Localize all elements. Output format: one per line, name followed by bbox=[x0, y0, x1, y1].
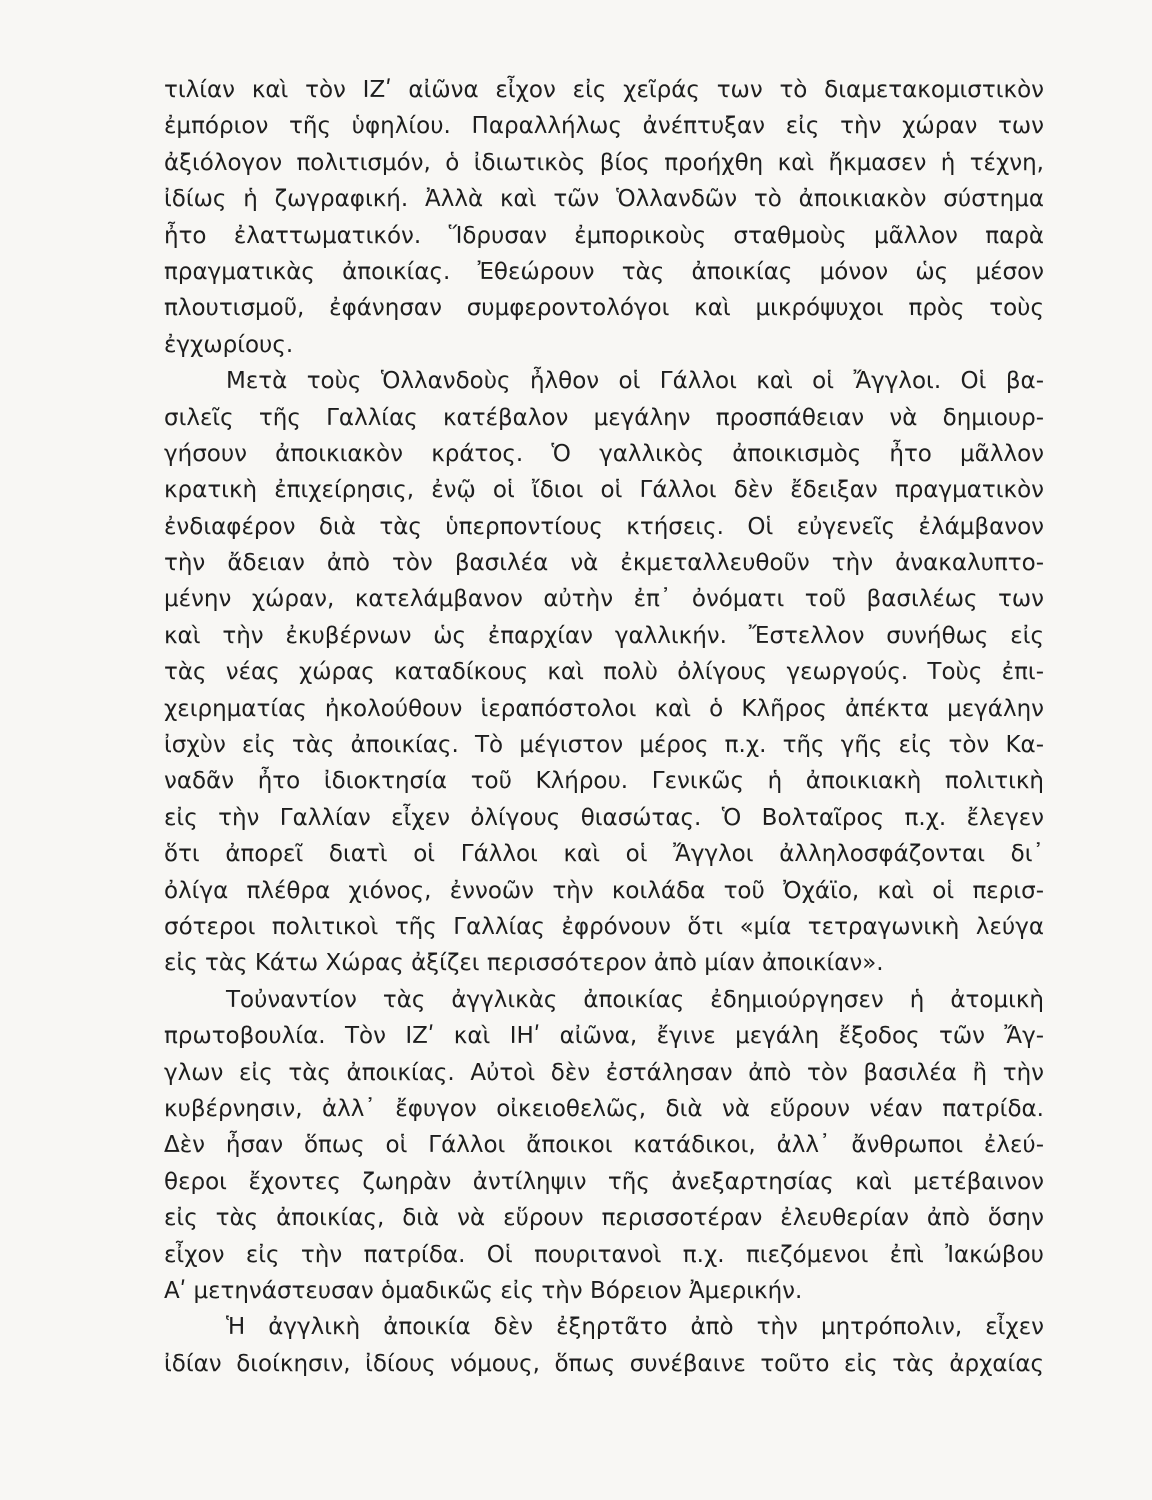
text-line: καὶ τὴν ἐκυβέρνων ὡς ἐπαρχίαν γαλλικήν. Ἔστελλον συνήθως εἰς bbox=[164, 622, 1044, 649]
text-line: κρατικὴ ἐπιχείρησις, ἐνῷ οἱ ἴδιοι οἱ Γάλλοι δὲν ἔδειξαν πραγματικὸν bbox=[164, 477, 1044, 504]
paragraph bbox=[164, 1309, 1044, 1382]
text-line: Αʹ μετηνάστευσαν ὁμαδικῶς εἰς τὴν Βόρειον Ἀμερικήν. bbox=[164, 1277, 803, 1304]
text-line: Ἡ ἀγγλικὴ ἀποικία δὲν ἐξηρτᾶτο ἀπὸ τὴν μητρόπολιν, εἶχεν bbox=[226, 1314, 1044, 1341]
text-line: Δὲν ἦσαν ὅπως οἱ Γάλλοι ἄποικοι κατάδικοι, ἀλλ᾽ ἄνθρωποι ἐλεύ- bbox=[164, 1132, 1044, 1159]
body-text bbox=[164, 72, 1044, 1382]
text-line: εἶχον εἰς τὴν πατρίδα. Οἱ πουριτανοὶ π.χ. πιεζόμενοι ἐπὶ Ἰακώβου bbox=[164, 1241, 1044, 1268]
paragraph bbox=[164, 363, 1044, 982]
text-line: πραγματικὰς ἀποικίας. Ἐθεώρουν τὰς ἀποικίας μόνον ὡς μέσον bbox=[164, 258, 1044, 285]
text-line: ἐγχωρίους. bbox=[164, 331, 294, 358]
text-line: σότεροι πολιτικοὶ τῆς Γαλλίας ἐφρόνουν ὅτι «μία τετραγωνικὴ λεύγα bbox=[164, 913, 1044, 940]
text-line: ἰδίως ἡ ζωγραφική. Ἀλλὰ καὶ τῶν Ὁλλανδῶν τὸ ἀποικιακὸν σύστημα bbox=[164, 186, 1044, 213]
paragraph bbox=[164, 72, 1044, 363]
text-line: εἰς τὰς ἀποικίας, διὰ νὰ εὕρουν περισσοτέραν ἐλευθερίαν ἀπὸ ὅσην bbox=[164, 1205, 1044, 1232]
text-line: τὰς νέας χώρας καταδίκους καὶ πολὺ ὀλίγους γεωργούς. Τοὺς ἐπι- bbox=[164, 659, 1044, 686]
text-line: χειρηματίας ἠκολούθουν ἱεραπόστολοι καὶ ὁ Κλῆρος ἀπέκτα μεγάλην bbox=[164, 695, 1044, 722]
text-line: γήσουν ἀποικιακὸν κράτος. Ὁ γαλλικὸς ἀποικισμὸς ἦτο μᾶλλον bbox=[164, 440, 1044, 467]
text-line: εἰς τὰς Κάτω Χώρας ἀξίζει περισσότερον ἀπὸ μίαν ἀποικίαν». bbox=[164, 950, 884, 977]
text-line: πρωτοβουλία. Τὸν ΙΖʹ καὶ ΙΗʹ αἰῶνα, ἔγινε μεγάλη ἔξοδος τῶν Ἄγ- bbox=[164, 1023, 1044, 1050]
text-line: γλων εἰς τὰς ἀποικίας. Αὐτοὶ δὲν ἐστάλησαν ἀπὸ τὸν βασιλέα ἢ τὴν bbox=[164, 1059, 1044, 1086]
text-line: ἐνδιαφέρον διὰ τὰς ὑπερποντίους κτήσεις. Οἱ εὐγενεῖς ἐλάμβανον bbox=[164, 513, 1044, 540]
text-line: ὀλίγα πλέθρα χιόνος, ἐννοῶν τὴν κοιλάδα τοῦ Ὀχάϊο, καὶ οἱ περισ- bbox=[164, 877, 1044, 904]
text-line: ἰσχὺν εἰς τὰς ἀποικίας. Τὸ μέγιστον μέρος π.χ. τῆς γῆς εἰς τὸν Κα- bbox=[164, 732, 1044, 759]
text-line: τὴν ἄδειαν ἀπὸ τὸν βασιλέα νὰ ἐκμεταλλευθοῦν τὴν ἀνακαλυπτο- bbox=[164, 550, 1044, 577]
text-line: κυβέρνησιν, ἀλλ᾽ ἔφυγον οἰκειοθελῶς, διὰ νὰ εὕρουν νέαν πατρίδα. bbox=[164, 1095, 1044, 1122]
text-line: ἀξιόλογον πολιτισμόν, ὁ ἰδιωτικὸς βίος προήχθη καὶ ἤκμασεν ἡ τέχνη, bbox=[164, 149, 1044, 176]
text-line: σιλεῖς τῆς Γαλλίας κατέβαλον μεγάλην προσπάθειαν νὰ δημιουρ- bbox=[164, 404, 1044, 431]
text-line: ἦτο ἐλαττωματικόν. Ἵδρυσαν ἐμπορικοὺς σταθμοὺς μᾶλλον παρὰ bbox=[164, 222, 1044, 249]
text-line: ναδᾶν ἦτο ἰδιοκτησία τοῦ Κλήρου. Γενικῶς ἡ ἀποικιακὴ πολιτικὴ bbox=[164, 768, 1044, 795]
text-line: Μετὰ τοὺς Ὁλλανδοὺς ἦλθον οἱ Γάλλοι καὶ οἱ Ἄγγλοι. Οἱ βα- bbox=[226, 368, 1044, 395]
text-line: μένην χώραν, κατελάμβανον αὐτὴν ἐπ᾽ ὀνόματι τοῦ βασιλέως των bbox=[164, 586, 1044, 613]
text-line: Τοὐναντίον τὰς ἀγγλικὰς ἀποικίας ἐδημιούργησεν ἡ ἀτομικὴ bbox=[226, 986, 1044, 1013]
text-line: τιλίαν καὶ τὸν ΙΖʹ αἰῶνα εἶχον εἰς χεῖράς των τὸ διαμετακομιστικὸν bbox=[164, 77, 1044, 103]
text-line: ὅτι ἀπορεῖ διατὶ οἱ Γάλλοι καὶ οἱ Ἄγγλοι ἀλληλοσφάζονται δι᾽ bbox=[164, 841, 1044, 868]
text-line: θεροι ἔχοντες ζωηρὰν ἀντίληψιν τῆς ἀνεξαρτησίας καὶ μετέβαινον bbox=[164, 1168, 1044, 1195]
text-line: ἐμπόριον τῆς ὑφηλίου. Παραλλήλως ἀνέπτυξαν εἰς τὴν χώραν των bbox=[164, 113, 1044, 140]
text-line: πλουτισμοῦ, ἐφάνησαν συμφεροντολόγοι καὶ μικρόψυχοι πρὸς τοὺς bbox=[164, 295, 1044, 322]
text-line: ἰδίαν διοίκησιν, ἰδίους νόμους, ὅπως συνέβαινε τοῦτο εἰς τὰς ἀρχαίας bbox=[164, 1350, 1044, 1377]
text-line: εἰς τὴν Γαλλίαν εἶχεν ὀλίγους θιασώτας. Ὁ Βολταῖρος π.χ. ἔλεγεν bbox=[164, 804, 1044, 831]
paragraph bbox=[164, 982, 1044, 1310]
